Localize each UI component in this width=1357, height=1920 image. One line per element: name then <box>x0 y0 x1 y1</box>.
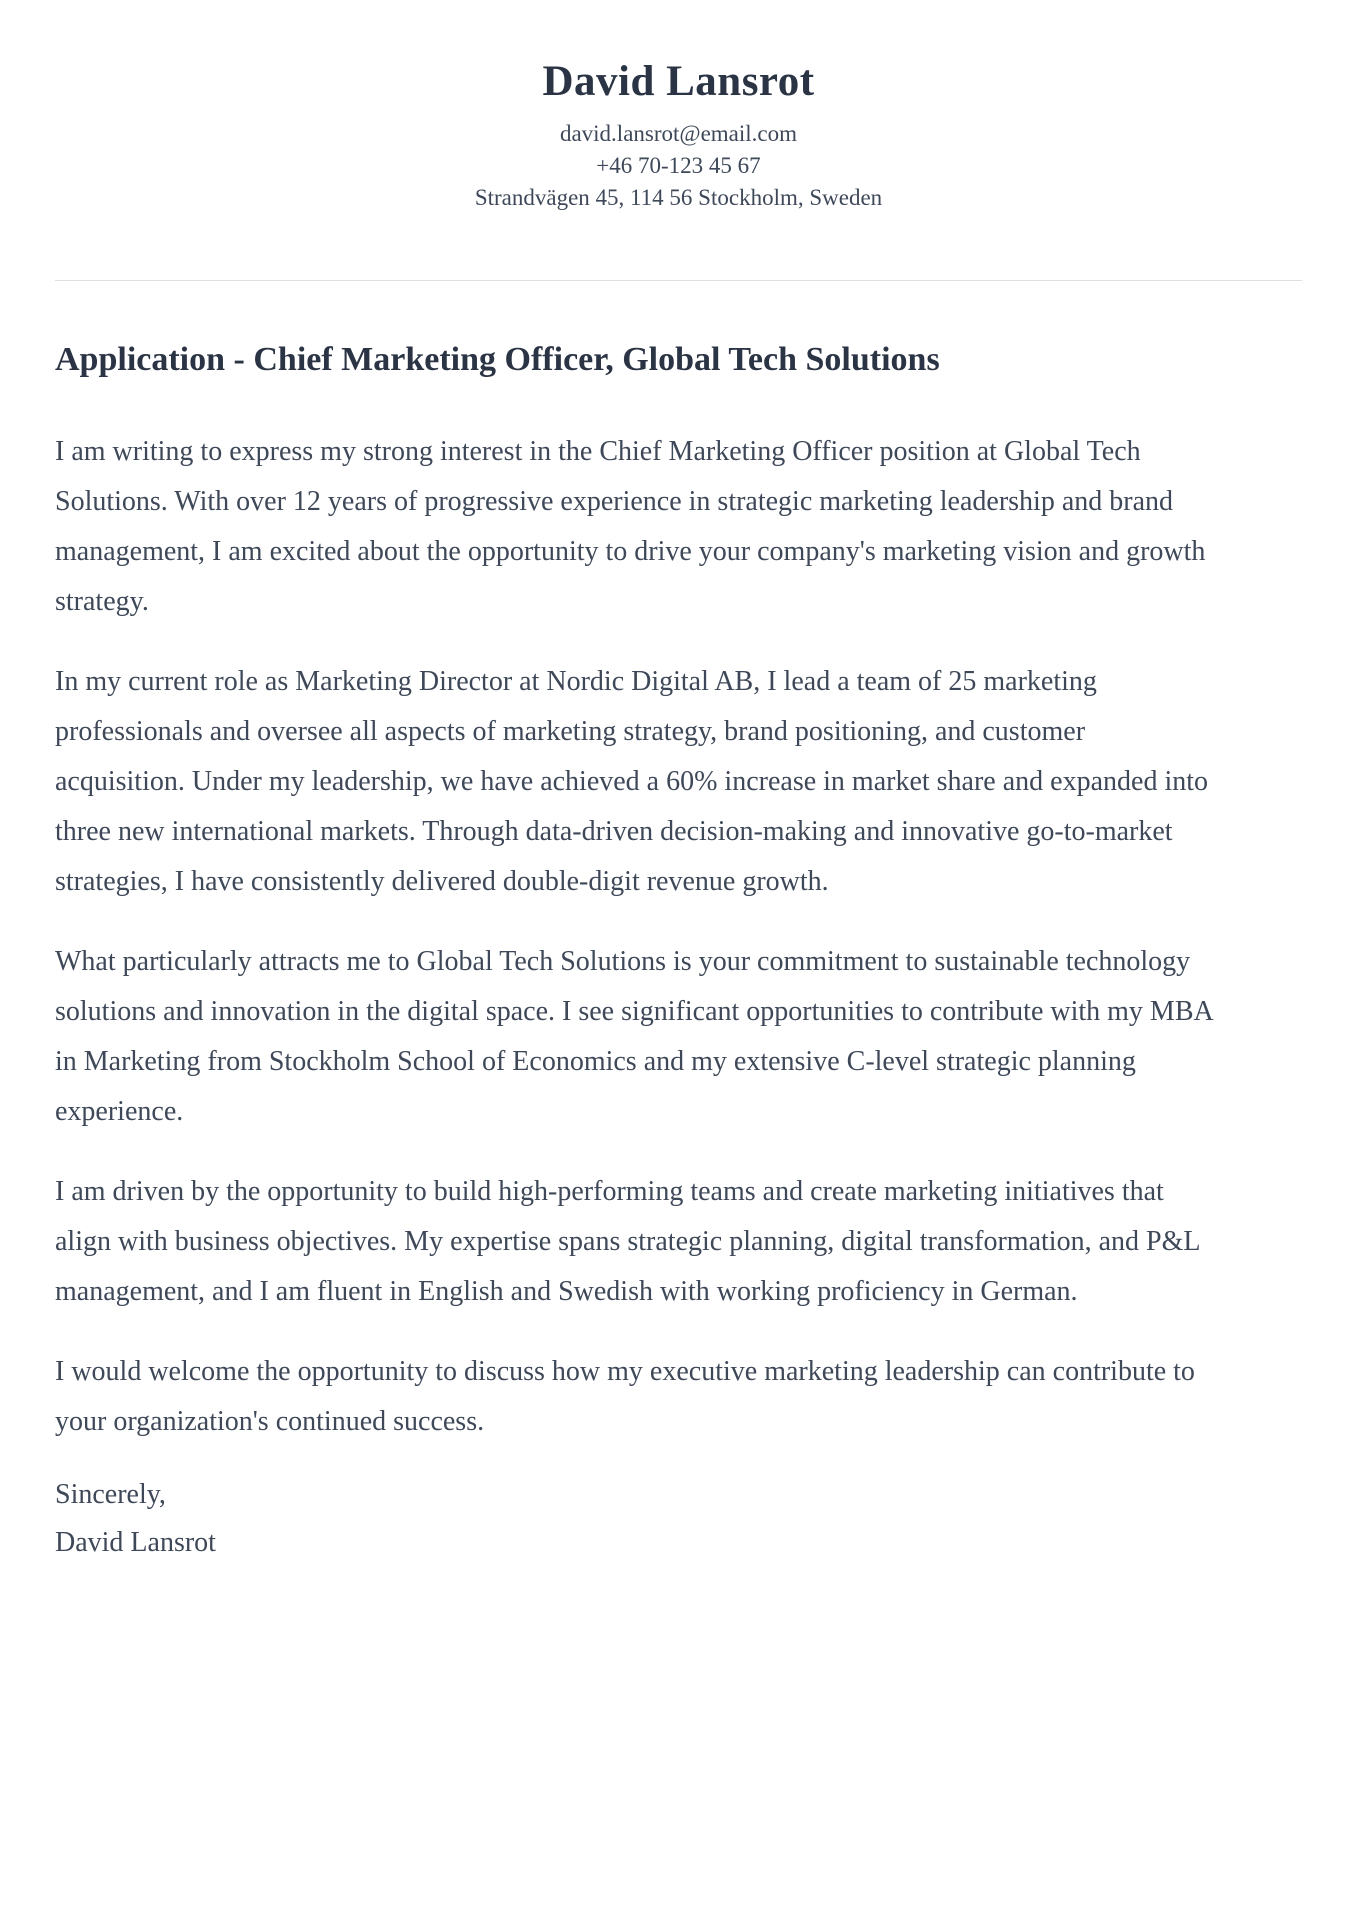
contact-address: Strandvägen 45, 114 56 Stockholm, Sweden <box>474 184 883 210</box>
closing-salutation: Sincerely, <box>55 1479 166 1511</box>
paragraph-call-to-action: I would welcome the opportunity to discuss how my executive marketing leadership can contribute to your organization's continued success. <box>55 1356 1195 1438</box>
paragraph-current-role: In my current role as Marketing Director at Nordic Digital AB, I lead a team of 25 marketing professionals and oversee all aspects of marketing strategy, brand positioning, and customer acquisition. Under my leadership, we have achieved a 60% increase in market share and expanded into three new international markets. Through data-driven decision-making and innovative go-to-market strategies, I have consistently delivered double-digit revenue growth. <box>55 666 1209 898</box>
closing-signature: David Lansrot <box>55 1527 216 1559</box>
closing-block <box>55 1471 1215 1567</box>
contact-block <box>55 118 1302 214</box>
paragraph-intro: I am writing to express my strong interest in the Chief Marketing Officer position at Global Tech Solutions. With over 12 years of progressive experience in strategic marketing leadership and brand management, I am excited about the opportunity to drive your company's marketing vision and growth strategy. <box>55 436 1206 618</box>
letter-body <box>55 339 1215 1568</box>
contact-email: david.lansrot@email.com <box>559 120 798 146</box>
letter-header <box>55 56 1302 214</box>
contact-phone: +46 70-123 45 67 <box>596 152 761 178</box>
applicant-name: David Lansrot <box>542 58 815 105</box>
paragraph-motivation: What particularly attracts me to Global Tech Solutions is your commitment to sustainable technology solutions and innovation in the digital space. I see significant opportunities to contribute with my MBA in Marketing from Stockholm School of Economics and my extensive C-level strategic planning experience. <box>55 946 1213 1128</box>
header-divider <box>55 280 1302 281</box>
subject-line: Application - Chief Marketing Officer, Global Tech Solutions <box>55 340 940 378</box>
paragraph-skills: I am driven by the opportunity to build high-performing teams and create marketing initiatives that align with business objectives. My expertise spans strategic planning, digital transformation, and P&L management, and I am fluent in English and Swedish with working proficiency in German. <box>55 1176 1200 1308</box>
